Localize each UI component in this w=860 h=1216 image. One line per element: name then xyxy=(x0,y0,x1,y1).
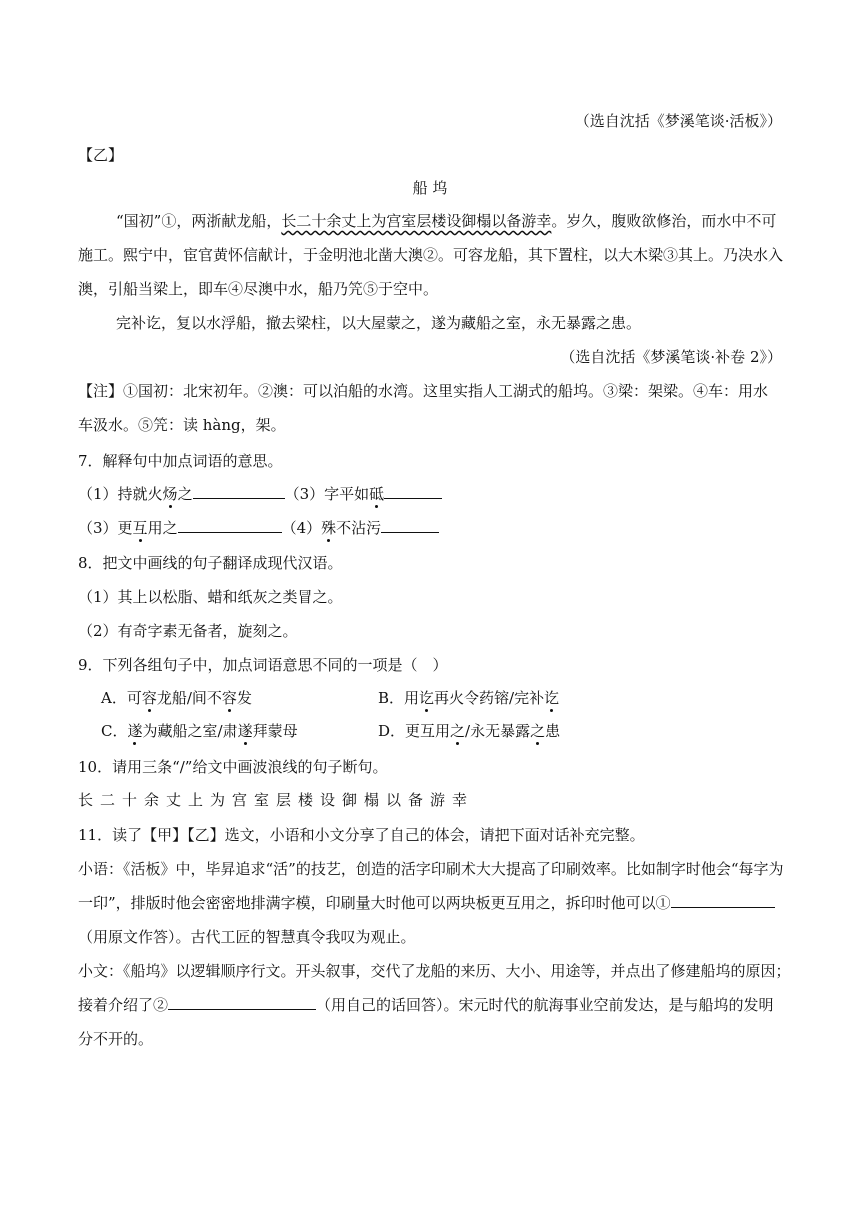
q9-a-text-end: 发 xyxy=(236,689,252,707)
q9-b-dotted-2: 讫 xyxy=(544,689,560,707)
q11-stem: 11．读了【甲】【乙】选文，小语和小文分享了自己的体会，请把下面对话补充完整。 xyxy=(78,826,645,844)
q11-answer-blank-1[interactable] xyxy=(671,893,775,908)
notes-line-1: 【注】①国初：北宋初年。②澳：可以泊船的水湾。这里实指人工湖式的船坞。③梁：架梁。④车：用水 xyxy=(78,382,769,400)
q7-1-text-after: 之 xyxy=(177,485,193,503)
q7-4-answer-blank[interactable] xyxy=(381,518,439,533)
q11-answer-blank-2[interactable] xyxy=(168,995,316,1010)
q9-c-text: C． xyxy=(101,722,128,740)
q9-a-text: A．可 xyxy=(101,689,142,707)
q11-xiaoyu-line-2-text: 一印”，排版时他会密密地排满字模，印刷量大时他可以两块板更互用之，拆印时他可以① xyxy=(78,894,671,912)
q9-d-dotted-2: 之 xyxy=(530,722,546,740)
q10-stem: 10．请用三条“/”给文中画波浪线的句子断句。 xyxy=(78,758,388,776)
q11-xiaowen-line-2-post: （用自己的话回答）。宋元时代的航海事业空前发达，是与船坞的发明 xyxy=(316,996,774,1014)
q8-sentence-2: （2）有奇字素无备者，旋刻之。 xyxy=(78,622,298,640)
q9-a-dotted-1: 容 xyxy=(141,689,157,707)
q9-option-b[interactable] xyxy=(378,688,559,708)
q9-option-c[interactable] xyxy=(101,721,298,741)
q8-sentence-1: （1）其上以松脂、蜡和纸灰之类冒之。 xyxy=(78,588,343,606)
q7-3-text: （3）字平如 xyxy=(284,485,370,503)
q11-xiaoyu-line-1: 小语：《活板》中，毕昇追求“活”的技艺，创造的活字印刷术大大提高了印刷效率。比如制字时他会“每字为 xyxy=(78,860,784,878)
q11-xiaoyu-line-2 xyxy=(78,893,775,913)
q9-b-text-mid: 再火令药镕/完补 xyxy=(434,689,545,707)
q11-xiaowen-line-2-pre: 接着介绍了② xyxy=(78,996,169,1014)
q9-option-a[interactable] xyxy=(101,688,252,708)
q9-c-dotted-1: 遂 xyxy=(127,722,143,740)
q7-3-answer-blank[interactable] xyxy=(384,484,442,499)
q9-option-d[interactable] xyxy=(378,721,560,741)
q7-1-text: （1）持就火 xyxy=(78,485,163,503)
q9-a-dotted-2: 容 xyxy=(221,689,237,707)
q9-c-dotted-2: 遂 xyxy=(237,722,253,740)
notes-line-2: 车汲水。⑤笐：读 hàng，架。 xyxy=(78,416,286,434)
q8-stem: 8．把文中画线的句子翻译成现代汉语。 xyxy=(78,554,343,572)
q11-xiaoyu-line-3: （用原文作答）。古代工匠的智慧真令我叹为观止。 xyxy=(78,928,416,946)
section-yi-label: 【乙】 xyxy=(78,146,124,164)
q9-c-text-mid: 为藏船之室/肃 xyxy=(142,722,238,740)
wavy-underlined-sentence: 长二十余丈上为宫室层楼设御榻以备游幸 xyxy=(281,212,552,230)
source-yi: （选自沈括《梦溪笔谈·补卷 2》） xyxy=(560,348,782,366)
q9-d-text: D．更互用 xyxy=(378,722,451,740)
passage-line-1 xyxy=(116,211,776,231)
q9-b-text: B．用 xyxy=(378,689,420,707)
q9-c-text-end: 拜蒙母 xyxy=(252,722,298,740)
passage-line-1-text: “国初”①，两浙献龙船，长二十余丈上为宫室层楼设御榻以备游幸。岁久，腹败欲修治，而水中不可 xyxy=(116,212,777,230)
q7-1-dotted: 炀 xyxy=(162,485,178,503)
q7-1-answer-blank[interactable] xyxy=(193,484,285,499)
q7-row-2 xyxy=(78,518,439,538)
q9-a-text-mid: 龙船/间不 xyxy=(156,689,222,707)
passage-line-3: 澳，引船当梁上，即车④尽澳中水，船乃笐⑤于空中。 xyxy=(78,280,439,298)
q10-sentence: 长二十余丈上为宫室层楼设御榻以备游幸 xyxy=(78,791,475,809)
q9-d-dotted-1: 之 xyxy=(450,722,466,740)
q7-4-dotted: 殊 xyxy=(321,519,337,537)
q7-3b-dotted: 互 xyxy=(132,519,148,537)
q7-4-text: （4） xyxy=(281,519,322,537)
q11-xiaowen-line-1: 小文：《船坞》以逻辑顺序行文。开头叙事，交代了龙船的来历、大小、用途等，并点出了修建船坞的原因； xyxy=(78,962,791,980)
source-jia: （选自沈括《梦溪笔谈·活板》） xyxy=(574,112,782,130)
q7-3b-text: （3）更 xyxy=(78,519,133,537)
passage-line-2: 施工。熙宁中，宦官黄怀信献计，于金明池北凿大澳②。可容龙船，其下置柱，以大木梁③其上。乃决水入 xyxy=(78,246,784,264)
q9-d-text-mid: /永无暴露 xyxy=(465,722,531,740)
q7-3b-answer-blank[interactable] xyxy=(178,518,282,533)
q7-stem: 7．解释句中加点词语的意思。 xyxy=(78,452,283,470)
passage-paragraph-2: 完补讫，复以水浮船，撤去梁柱，以大屋蒙之，遂为藏船之室，永无暴露之患。 xyxy=(116,314,642,332)
q7-4-text-after: 不沾污 xyxy=(336,519,382,537)
q7-3b-text-after: 用之 xyxy=(147,519,178,537)
q11-xiaowen-line-2 xyxy=(78,995,774,1015)
q9-d-text-end: 患 xyxy=(545,722,561,740)
q7-row-1 xyxy=(78,484,442,504)
q11-xiaowen-line-3: 分不开的。 xyxy=(78,1030,154,1048)
passage-title: 船 坞 xyxy=(412,179,448,197)
q9-stem: 9．下列各组句子中，加点词语意思不同的一项是（ ） xyxy=(78,656,448,674)
q7-3-dotted: 砥 xyxy=(369,485,385,503)
q9-b-dotted-1: 讫 xyxy=(419,689,435,707)
